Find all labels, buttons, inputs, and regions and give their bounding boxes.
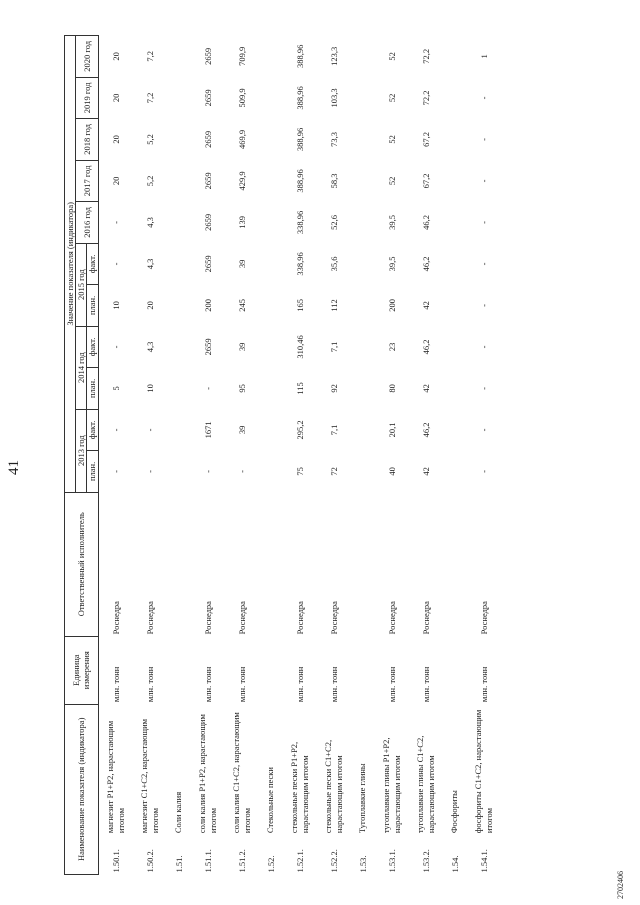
- header-unit: Единица измерения: [65, 636, 99, 704]
- page-number: 41: [6, 460, 22, 475]
- value-2013-fact: 46,2: [420, 422, 431, 438]
- value-2014-fact: 39: [236, 342, 247, 352]
- section-number: 1.51.: [173, 855, 184, 873]
- indicator-name: тугоплавкие глины С1+С2, нарастающим итогом: [414, 735, 436, 834]
- value-2017: 2659: [202, 172, 213, 190]
- section-title: Тугоплавкие глины: [357, 763, 368, 834]
- section-number: 1.54.: [449, 855, 460, 873]
- value-2016: 139: [236, 216, 247, 229]
- indicator-name: стекольные пески Р1+Р2, нарастающим итогом: [288, 741, 310, 834]
- executor-cell: Роснедра: [420, 601, 431, 635]
- value-2020: 709,9: [236, 46, 247, 66]
- value-2014-fact: 46,2: [420, 339, 431, 355]
- section-row: [351, 36, 375, 875]
- value-2013-fact: 7,1: [328, 424, 339, 436]
- unit-cell: млн. тонн: [294, 666, 305, 703]
- value-2020: 123,3: [328, 46, 339, 66]
- section-number: 1.53.: [357, 855, 368, 873]
- indicator-name: магнезит С1+С2, нарастающим итогом: [138, 719, 160, 834]
- section-title: Соли калия: [173, 791, 184, 834]
- value-2017: 5,2: [144, 175, 155, 187]
- table-row: [283, 36, 317, 875]
- executor-cell: Роснедра: [110, 601, 121, 635]
- value-2017: 52: [386, 176, 397, 186]
- value-2014-fact: 23: [386, 342, 397, 352]
- value-2013-plan: 72: [328, 467, 339, 476]
- table-row: [225, 36, 259, 875]
- value-2017: 67,2: [420, 173, 431, 189]
- table-row: [191, 36, 225, 875]
- value-2013-fact: -: [144, 428, 155, 432]
- header-plan-2014: план.: [87, 368, 98, 410]
- value-2019: 388,96: [294, 86, 305, 110]
- value-2017: 388,96: [294, 169, 305, 193]
- indicator-name: соли калия Р1+Р2, нарастающим итогом: [196, 714, 218, 834]
- value-2013-plan: 42: [420, 467, 431, 476]
- value-2018: 469,9: [236, 129, 247, 149]
- value-2016: 338,96: [294, 210, 305, 235]
- value-2013-fact: -: [478, 428, 489, 432]
- value-2017: -: [478, 179, 489, 183]
- executor-cell: Роснедра: [386, 601, 397, 635]
- section-title: Фосфориты: [449, 790, 460, 834]
- value-2020: 388,96: [294, 44, 305, 69]
- value-2014-plan: -: [202, 386, 213, 390]
- value-2013-plan: -: [144, 469, 155, 473]
- value-2018: 73,3: [328, 131, 339, 147]
- value-2016: 2659: [202, 213, 213, 231]
- value-2017: 429,9: [236, 171, 247, 191]
- unit-cell: млн. тонн: [328, 666, 339, 703]
- table-row: [98, 36, 133, 875]
- value-2015-plan: 10: [110, 301, 121, 310]
- header-year-2020: 2020 год: [76, 36, 98, 78]
- indicator-name: стекольные пески С1+С2, нарастающим итогом: [322, 739, 344, 834]
- section-row: [443, 36, 467, 875]
- value-2014-fact: 310,46: [294, 335, 305, 359]
- value-2013-plan: -: [202, 469, 213, 473]
- executor-cell: Роснедра: [294, 601, 305, 635]
- executor-cell: Роснедра: [144, 601, 155, 635]
- section-row: [259, 36, 283, 875]
- value-2016: 52,6: [328, 214, 339, 230]
- row-number: 1.53.2.: [420, 849, 431, 873]
- header-fact-2014: факт.: [87, 326, 98, 368]
- indicator-name: тугоплавкие глины Р1+Р2, нарастающим итогом: [380, 737, 402, 834]
- value-2013-plan: -: [236, 469, 247, 473]
- row-number: 1.50.1.: [110, 849, 121, 873]
- row-number: 1.54.1.: [478, 849, 489, 873]
- header-name: Наименование показателя (индикатора): [65, 704, 99, 874]
- value-2013-plan: -: [110, 469, 121, 473]
- header-plan-2015: план.: [87, 285, 98, 327]
- value-2013-plan: 75: [294, 467, 305, 476]
- unit-cell: млн. тонн: [202, 666, 213, 703]
- value-2019: 72,2: [420, 90, 431, 106]
- value-2015-plan: 112: [328, 299, 339, 312]
- unit-cell: млн. тонн: [236, 666, 247, 703]
- value-2015-fact: -: [110, 262, 121, 266]
- value-2014-plan: 92: [328, 384, 339, 393]
- header-year-2013: 2013 год: [76, 409, 87, 492]
- value-2014-fact: -: [110, 345, 121, 349]
- value-2019: 2659: [202, 89, 213, 107]
- row-number: 1.51.1.: [202, 849, 213, 873]
- unit-cell: млн. тонн: [144, 666, 155, 703]
- value-2016: -: [478, 220, 489, 224]
- value-2015-plan: -: [478, 303, 489, 307]
- indicator-name: магнезит Р1+Р2, нарастающим итогом: [104, 720, 126, 834]
- unit-cell: млн. тонн: [478, 666, 489, 703]
- table-row: [133, 36, 167, 875]
- indicator-table: [64, 35, 501, 875]
- value-2016: 39,5: [386, 214, 397, 230]
- value-2016: 4,3: [144, 217, 155, 228]
- value-2013-fact: 295,2: [294, 420, 305, 440]
- row-number: 1.50.2.: [144, 849, 155, 873]
- value-2020: 20: [110, 52, 121, 61]
- executor-cell: Роснедра: [236, 601, 247, 635]
- value-2014-plan: -: [478, 386, 489, 390]
- header-year-2016: 2016 год: [76, 202, 98, 244]
- value-2013-fact: 20,1: [386, 422, 397, 438]
- value-2018: -: [478, 137, 489, 141]
- value-2014-plan: 5: [110, 386, 121, 391]
- value-2018: 388,96: [294, 127, 305, 152]
- value-2020: 52: [386, 52, 397, 61]
- header-fact-2015: факт.: [87, 243, 98, 285]
- value-2016: -: [110, 220, 121, 224]
- value-2018: 67,2: [420, 131, 431, 147]
- value-2014-plan: 42: [420, 384, 431, 393]
- header-year-2015: 2015 год: [76, 243, 87, 326]
- value-2014-plan: 80: [386, 384, 397, 393]
- value-2014-fact: -: [478, 345, 489, 349]
- header-fact-2013: факт.: [87, 409, 98, 451]
- value-2015-fact: 2659: [202, 255, 213, 273]
- table-row: [375, 36, 409, 875]
- header-year-2014: 2014 год: [76, 326, 87, 409]
- value-2015-fact: 338,96: [294, 252, 305, 276]
- value-2015-plan: 42: [420, 301, 431, 310]
- value-2013-fact: 39: [236, 425, 247, 435]
- value-2013-plan: 40: [386, 467, 397, 476]
- value-2014-plan: 10: [144, 384, 155, 393]
- header-values: Значение показателя (индикатора): [65, 36, 76, 493]
- document-code: 2702406: [616, 871, 625, 899]
- value-2019: -: [478, 96, 489, 100]
- section-title: Стекольные пески: [265, 767, 276, 834]
- value-2018: 2659: [202, 130, 213, 148]
- value-2018: 20: [110, 135, 121, 144]
- section-number: 1.52.: [265, 855, 276, 873]
- value-2013-plan: -: [478, 469, 489, 473]
- row-number: 1.51.2.: [236, 849, 247, 873]
- value-2015-fact: 39: [236, 259, 247, 269]
- value-2015-fact: 46,2: [420, 256, 431, 272]
- value-2018: 5,2: [144, 134, 155, 145]
- value-2015-plan: 200: [386, 299, 397, 312]
- value-2020: 1: [478, 54, 489, 59]
- executor-cell: Роснедра: [478, 601, 489, 635]
- header-year-2017: 2017 год: [76, 160, 98, 202]
- row-number: 1.52.2.: [328, 849, 339, 873]
- unit-cell: млн. тонн: [110, 666, 121, 703]
- unit-cell: млн. тонн: [386, 666, 397, 703]
- value-2015-plan: 200: [202, 299, 213, 312]
- table-row: [409, 36, 443, 875]
- value-2014-fact: 7,1: [328, 341, 339, 353]
- value-2015-plan: 165: [294, 299, 305, 312]
- header-year-2019: 2019 год: [76, 77, 98, 119]
- value-2020: 7,2: [144, 51, 155, 62]
- value-2020: 2659: [202, 47, 213, 65]
- value-2015-fact: 39,5: [386, 256, 397, 272]
- value-2014-plan: 95: [236, 384, 247, 393]
- value-2014-plan: 115: [294, 382, 305, 395]
- value-2019: 7,2: [144, 92, 155, 104]
- table-row: [467, 36, 501, 875]
- value-2019: 509,9: [236, 88, 247, 108]
- value-2017: 20: [110, 176, 121, 186]
- row-number: 1.52.1.: [294, 849, 305, 873]
- header-year-2018: 2018 год: [76, 119, 98, 161]
- value-2014-fact: 4,3: [144, 341, 155, 353]
- value-2018: 52: [386, 135, 397, 144]
- section-row: [167, 36, 191, 875]
- value-2019: 103,3: [328, 88, 339, 108]
- value-2015-plan: 20: [144, 301, 155, 310]
- value-2020: 72,2: [420, 48, 431, 64]
- header-plan-2013: план.: [87, 451, 98, 493]
- value-2016: 46,2: [420, 214, 431, 230]
- indicator-name: соли калия С1+С2, нарастающим итогом: [230, 712, 252, 834]
- executor-cell: Роснедра: [202, 601, 213, 635]
- value-2019: 20: [110, 93, 121, 103]
- value-2014-fact: 2659: [202, 338, 213, 356]
- value-2015-plan: 245: [236, 299, 247, 312]
- header-executor: Ответственный исполнитель: [65, 492, 99, 636]
- row-number: 1.53.1.: [386, 849, 397, 873]
- value-2017: 58,3: [328, 173, 339, 189]
- value-2015-fact: 4,3: [144, 258, 155, 270]
- table-row: [317, 36, 351, 875]
- value-2015-fact: -: [478, 262, 489, 266]
- value-2019: 52: [386, 93, 397, 103]
- value-2015-fact: 35,6: [328, 256, 339, 272]
- unit-cell: млн. тонн: [420, 666, 431, 703]
- value-2013-fact: -: [110, 428, 121, 432]
- indicator-name: фосфориты С1+С2, нарастающим итогом: [472, 709, 494, 834]
- executor-cell: Роснедра: [328, 601, 339, 635]
- value-2013-fact: 1671: [202, 421, 213, 439]
